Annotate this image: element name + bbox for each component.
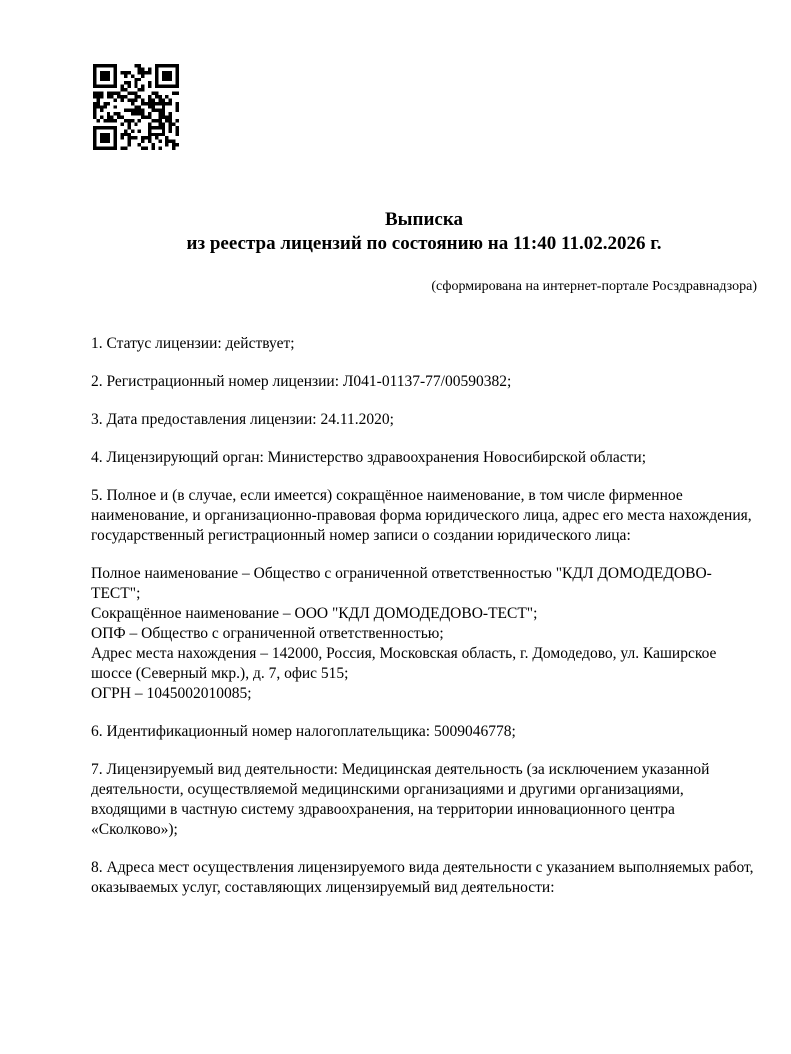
qr-code: [93, 64, 179, 150]
company-details-block: [91, 564, 757, 704]
company-legal-form: ОПФ – Общество с ограниченной ответственностью;: [91, 625, 444, 642]
company-address: Адрес места нахождения – 142000, Россия, Московская область, г. Домодедово, ул. Каширское шоссе (Северный мкр.), д. 7, офис 515;: [91, 645, 717, 682]
paragraph-activity-addresses: 8. Адреса мест осуществления лицензируемого вида деятельности с указанием выполняемых работ, оказываемых услуг, составляющих лицензируемый вид деятельности:: [91, 859, 754, 896]
paragraph-inn: 6. Идентификационный номер налогоплательщика: 5009046778;: [91, 723, 516, 740]
title-line-2: из реестра лицензий по состоянию на 11:40 11.02.2026 г.: [186, 233, 662, 254]
document-subtitle: (сформирована на интернет-портале Росздравнадзора): [431, 279, 757, 294]
paragraph-grant-date: 3. Дата предоставления лицензии: 24.11.2020;: [91, 411, 394, 428]
title-line-1: Выписка: [385, 209, 463, 230]
document-body: [91, 334, 757, 898]
company-full-name: Полное наименование – Общество с ограниченной ответственностью "КДЛ ДОМОДЕДОВО-ТЕСТ";: [91, 565, 712, 602]
company-short-name: Сокращённое наименование – ООО "КДЛ ДОМОДЕДОВО-ТЕСТ";: [91, 605, 538, 622]
paragraph-entity-heading: 5. Полное и (в случае, если имеется) сокращённое наименование, в том числе фирменное наименование, и организационно-правовая форма юридического лица, адрес его места нахождения, государственный регистрационный номер записи о создании юридического лица:: [91, 487, 752, 544]
paragraph-license-status: 1. Статус лицензии: действует;: [91, 335, 295, 352]
paragraph-reg-number: 2. Регистрационный номер лицензии: Л041-01137-77/00590382;: [91, 373, 512, 390]
paragraph-activity-type: 7. Лицензируемый вид деятельности: Медицинская деятельность (за исключением указанной деятельности, осуществляемой медицинскими организациями и другими организациями, входящими в частную систему здравоохранения, на территории инновационного центра «Сколково»);: [91, 761, 710, 838]
company-ogrn: ОГРН – 1045002010085;: [91, 685, 252, 702]
paragraph-licensing-body: 4. Лицензирующий орган: Министерство здравоохранения Новосибирской области;: [91, 449, 647, 466]
document-title: [91, 208, 757, 256]
